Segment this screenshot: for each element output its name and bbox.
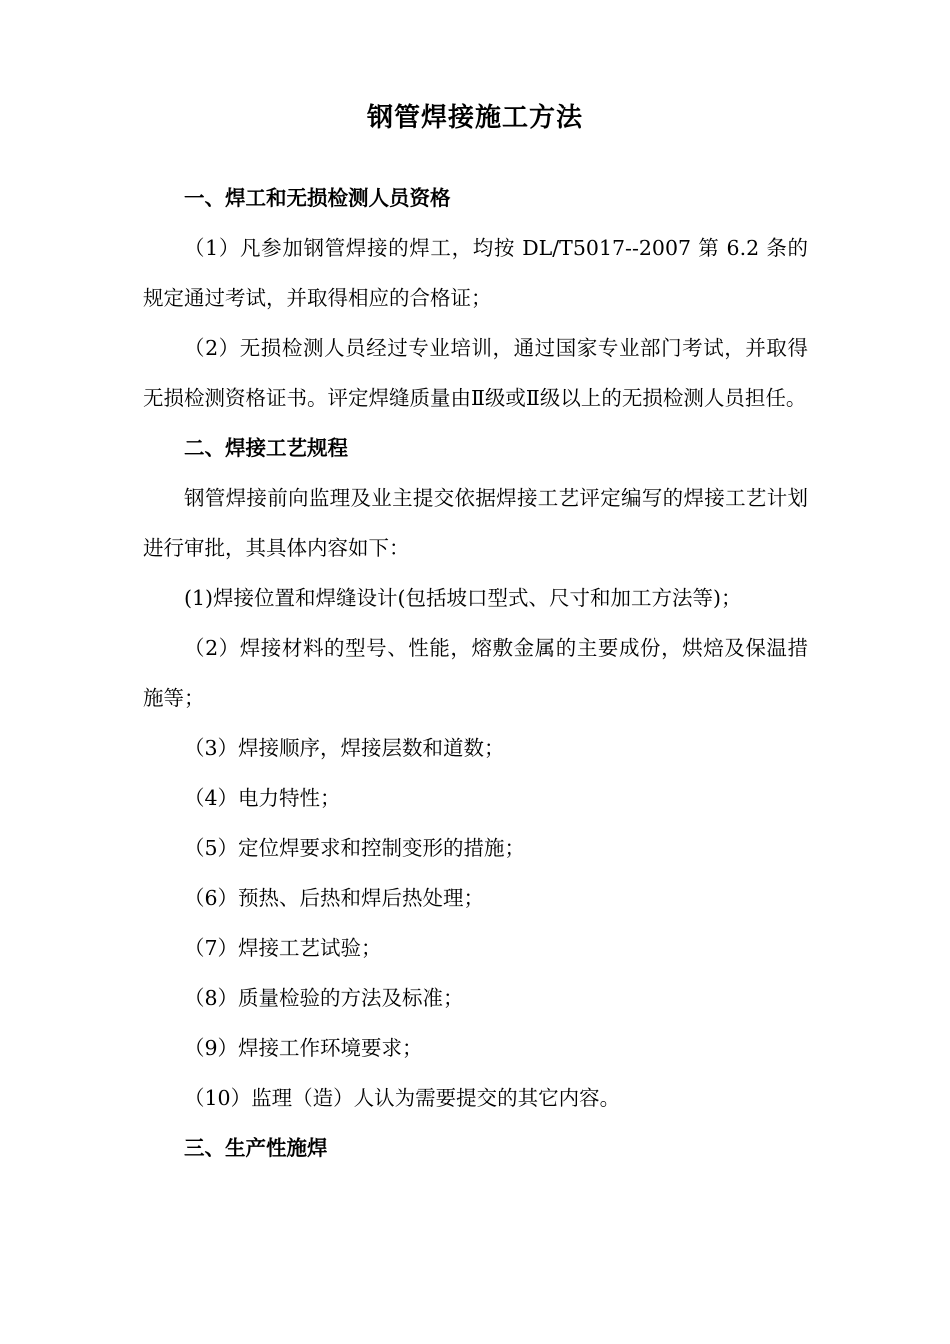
list-item: （4）电力特性； xyxy=(184,786,341,810)
list-item: （9）焊接工作环境要求； xyxy=(184,1036,423,1060)
list-item: (1)焊接位置和焊缝设计(包括坡口型式、尺寸和加工方法等)； xyxy=(184,586,742,610)
section-heading-procedure: 二、焊接工艺规程 xyxy=(184,436,348,460)
list-item: （8）质量检验的方法及标准； xyxy=(184,986,464,1010)
document-body xyxy=(143,173,808,1173)
paragraph-welder-qualification: （1）凡参加钢管焊接的焊工，均按 DL/T5017--2007 第 6.2 条的规定通过考试，并取得相应的合格证； xyxy=(143,236,808,310)
paragraph-procedure-intro: 钢管焊接前向监理及业主提交依据焊接工艺评定编写的焊接工艺计划进行审批，其具体内容如下： xyxy=(143,486,808,560)
document-title: 钢管焊接施工方法 xyxy=(366,103,583,133)
section-heading-production-welding: 三、生产性施焊 xyxy=(184,1136,328,1160)
list-item: （7）焊接工艺试验； xyxy=(184,936,382,960)
paragraph-ndt-qualification: （2）无损检测人员经过专业培训，通过国家专业部门考试，并取得无损检测资格证书。评定焊缝质量由Ⅱ级或Ⅱ级以上的无损检测人员担任。 xyxy=(143,336,808,410)
list-item: （5）定位焊要求和控制变形的措施； xyxy=(184,836,526,860)
list-item: （6）预热、后热和焊后热处理； xyxy=(184,886,485,910)
list-item: （2）焊接材料的型号、性能，熔敷金属的主要成份，烘焙及保温措施等； xyxy=(143,636,808,710)
list-item: （3）焊接顺序，焊接层数和道数； xyxy=(184,736,505,760)
list-item: （10）监理（造）人认为需要提交的其它内容。 xyxy=(184,1086,621,1110)
section-heading-qualifications: 一、焊工和无损检测人员资格 xyxy=(184,186,451,210)
